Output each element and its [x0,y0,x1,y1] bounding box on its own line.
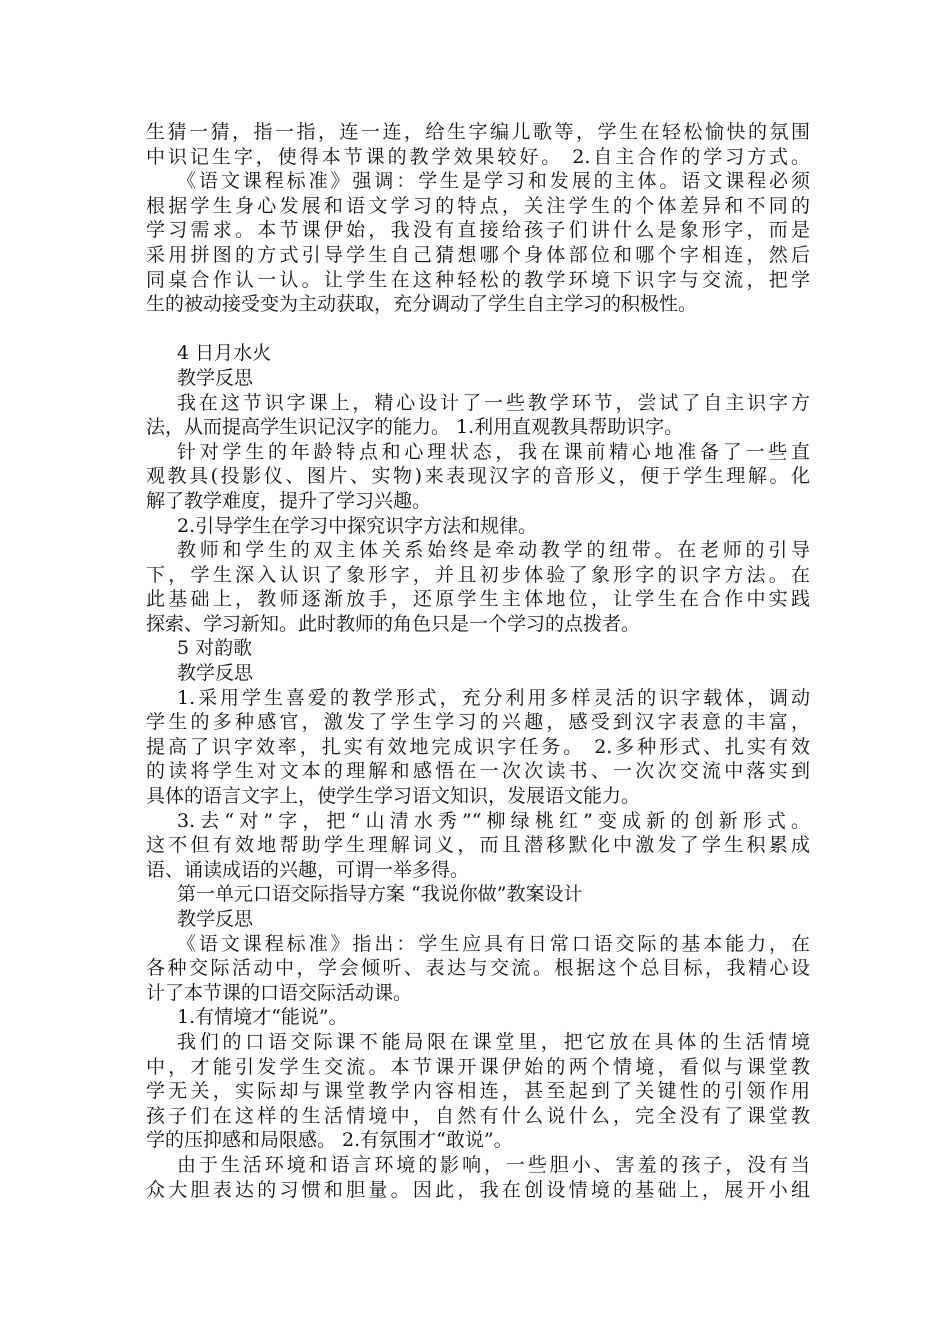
text-line: 这不但有效地帮助学生理解词义，而且潜移默化中激发了学生积累成 [146,834,810,857]
text-line: 针对学生的年龄特点和心理状态，我在课前精心地准备了一些直 [177,440,810,463]
text-line: 的读将学生对文本的理解和感悟在一次次读书、一次次交流中落实到 [146,760,810,783]
text-line: 学的压抑感和局限感。 2.有氛围才“敢说”。 [146,1129,513,1152]
text-line: 探索、学习新知。此时教师的角色只是一个学习的点拨者。 [146,612,641,635]
paragraph-gap [146,317,810,342]
text-line: 提高了识字效率，扎实有效地完成识字任务。 2.多种形式、扎实有效 [146,735,810,758]
text-line: 中，才能引发学生交流。本节课开课伊始的两个情境，看似与课堂教 [146,1055,810,1078]
text-line: 各种交际活动中，学会倾听、表达与交流。根据这个总目标，我精心设 [146,957,810,980]
text-line: 1.有情境才“能说”。 [177,1006,348,1029]
text-line: 学生的多种感官，激发了学生学习的兴趣，感受到汉字表意的丰富， [146,711,810,734]
text-line: 孩子们在这样的生活情境中，自然有什么说什么，完全没有了课堂教 [146,1104,810,1127]
text-line: 教学反思 [177,366,254,389]
text-line: 学习需求。本节课伊始，我没有直接给孩子们讲什么是象形字，而是 [146,219,810,242]
text-line: 我们的口语交际课不能局限在课堂里，把它放在具体的生活情境 [177,1030,810,1053]
text-line: 观教具(投影仪、图片、实物)来表现汉字的音形义，便于学生理解。化 [146,465,810,488]
text-line: 采用拼图的方式引导学生自己猜想哪个身体部位和哪个字相连，然后 [146,243,810,266]
text-line: 法，从而提高学生识记汉字的能力。 1.利用直观教具帮助识字。 [146,416,684,439]
text-line: 下，学生深入认识了象形字，并且初步体验了象形字的识字方法。在 [146,563,810,586]
text-line: 5 对韵歌 [177,637,253,660]
text-line: 同桌合作认一认。让学生在这种轻松的教学环境下识字与交流，把学 [146,268,810,291]
text-line: 此基础上，教师逐渐放手，还原学生主体地位，让学生在合作中实践 [146,588,810,611]
text-line: 中识记生字，使得本节课的教学效果较好。 2.自主合作的学习方式。 [146,145,810,168]
text-line: 由于生活环境和语言环境的影响，一些胆小、害羞的孩子，没有当 [177,1153,810,1176]
text-line: 4 日月水火 [177,342,272,365]
text-line: 生猜一猜，指一指，连一连，给生字编儿歌等，学生在轻松愉快的氛围 [146,121,810,143]
text-line: 众大胆表达的习惯和胆量。因此，我在创设情境的基础上，展开小组 [146,1178,810,1201]
text-line: 语、诵读成语的兴趣，可谓一举多得。 [146,858,470,881]
text-line: 学无关，实际却与课堂教学内容相连，甚至起到了关键性的引领作用 [146,1080,810,1103]
text-line: 解了教学难度，提升了学习兴趣。 [146,489,432,512]
text-line: 3.去“对”字，把“山清水秀”“柳绿桃红”变成新的创新形式。 [177,809,810,832]
text-line: 1.采用学生喜爱的教学形式，充分利用多样灵活的识字载体，调动 [177,686,810,709]
text-line: 《语文课程标准》强调：学生是学习和发展的主体。语文课程必须 [177,170,810,193]
text-line: 具体的语言文字上，使学生学习语文知识，发展语文能力。 [146,785,641,808]
text-line: 《语文课程标准》指出：学生应具有日常口语交际的基本能力，在 [177,932,810,955]
text-line: 我在这节识字课上，精心设计了一些教学环节，尝试了自主识字方 [177,391,810,414]
text-line: 教学反思 [177,662,254,685]
text-line: 2.引导学生在学习中探究识字方法和规律。 [177,514,538,537]
document-page [146,120,810,1202]
text-line: 教学反思 [177,908,254,930]
text-line: 生的被动接受变为主动获取，充分调动了学生自主学习的积极性。 [146,293,698,316]
text-line: 教师和学生的双主体关系始终是牵动教学的纽带。在老师的引导 [177,539,810,562]
text-line: 第一单元口语交际指导方案 “我说你做”教案设计 [177,883,583,906]
text-line: 根据学生身心发展和语文学习的特点，关注学生的个体差异和不同的 [146,194,810,217]
text-line: 计了本节课的口语交际活动课。 [146,981,413,1004]
